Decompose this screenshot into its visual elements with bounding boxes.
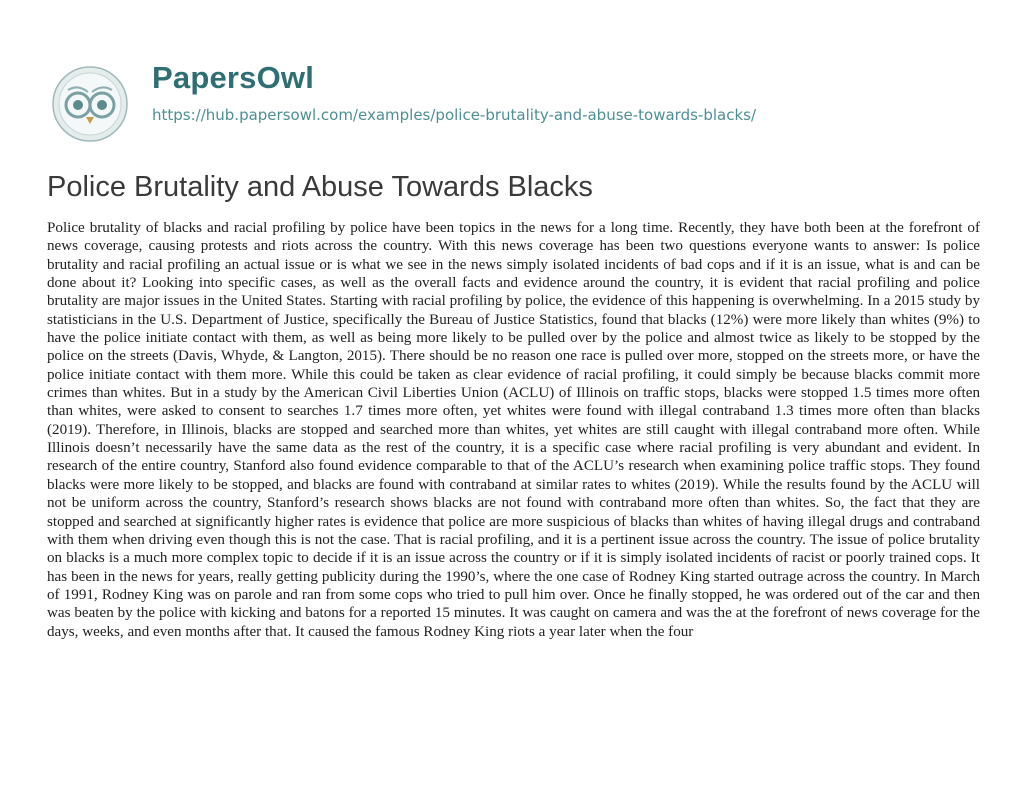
source-url[interactable]: https://hub.papersowl.com/examples/police-brutality-and-abuse-towards-blacks/ xyxy=(152,106,757,124)
brand-name: PapersOwl xyxy=(152,60,315,95)
owl-eyes-logo-icon xyxy=(50,64,130,144)
site-header xyxy=(40,54,1000,154)
essay-title: Police Brutality and Abuse Towards Blacks xyxy=(47,171,593,203)
essay-body: Police brutality of blacks and racial profiling by police have been topics in the news for a long time. Recently, they have both been at the forefront of news coverage, causing protests and riots across the country. With this news coverage has been two questions everyone wants to answer: Is police brutality and racial profiling an actual issue or is what we see in the news simply isolated incidents of bad cops and if it is an issue, what is and can be done about it? Looking into specific cases, as well as the overall facts and evidence around the country, it is evident that racial profiling and police brutality are major issues in the United States. Starting with racial profiling by police, the evidence of this happening is overwhelming. In a 2015 study by statisticians in the U.S. Department of Justice, specifically the Bureau of Justice Statistics, found that blacks (12%) were more likely than whites (9%) to have the police initiate contact with them, as well as being more likely to be pulled over by the police and almost twice as likely to be stopped by the police on the streets (Davis, Whyde, & Langton, 2015). There should be no reason one race is pulled over more, stopped on the streets more, or have the police initiate contact with them more. While this could be taken as clear evidence of racial profiling, it could simply be because blacks commit more crimes than whites. But in a study by the American Civil Liberties Union (ACLU) of Illinois on traffic stops, blacks were stopped 1.5 times more often than whites, were asked to consent to searches 1.7 times more often, yet whites were found with illegal contraband 1.3 times more often than blacks (2019). Therefore, in Illinois, blacks are stopped and searched more than whites, yet whites are still caught with illegal contraband more often. While Illinois doesn’t necessarily have the same data as the rest of the country, it is a specific case where racial profiling is very abundant and evident. In research of the entire country, Stanford also found evidence comparable to that of the ACLU’s research when examining police traffic stops. They found blacks were more likely to be stopped, and blacks are found with contraband at similar rates to whites (2019). While the results found by the ACLU will not be uniform across the country, Stanford’s research shows blacks are not found with contraband more often than whites. So, the fact that they are stopped and searched at significantly higher rates is evidence that police are more suspicious of blacks than whites of having illegal drugs and contraband with them when driving even though this is not the case. That is racial profiling, and it is a pertinent issue across the country. The issue of police brutality on blacks is a much more complex topic to decide if it is an issue across the country or if it is simply isolated incidents of racist or poorly trained cops. It has been in the news for years, really getting publicity during the 1990’s, where the one case of Rodney King started outrage across the country. In March of 1991, Rodney King was on parole and ran from some cops who tried to pull him over. Once he finally stopped, he was ordered out of the car and then was beaten by the police with kicking and batons for a reported 15 minutes. It was caught on camera and was the at the forefront of news coverage for the days, weeks, and even months after that. It caused the famous Rodney King riots a year later when the four xyxy=(47,220,980,640)
